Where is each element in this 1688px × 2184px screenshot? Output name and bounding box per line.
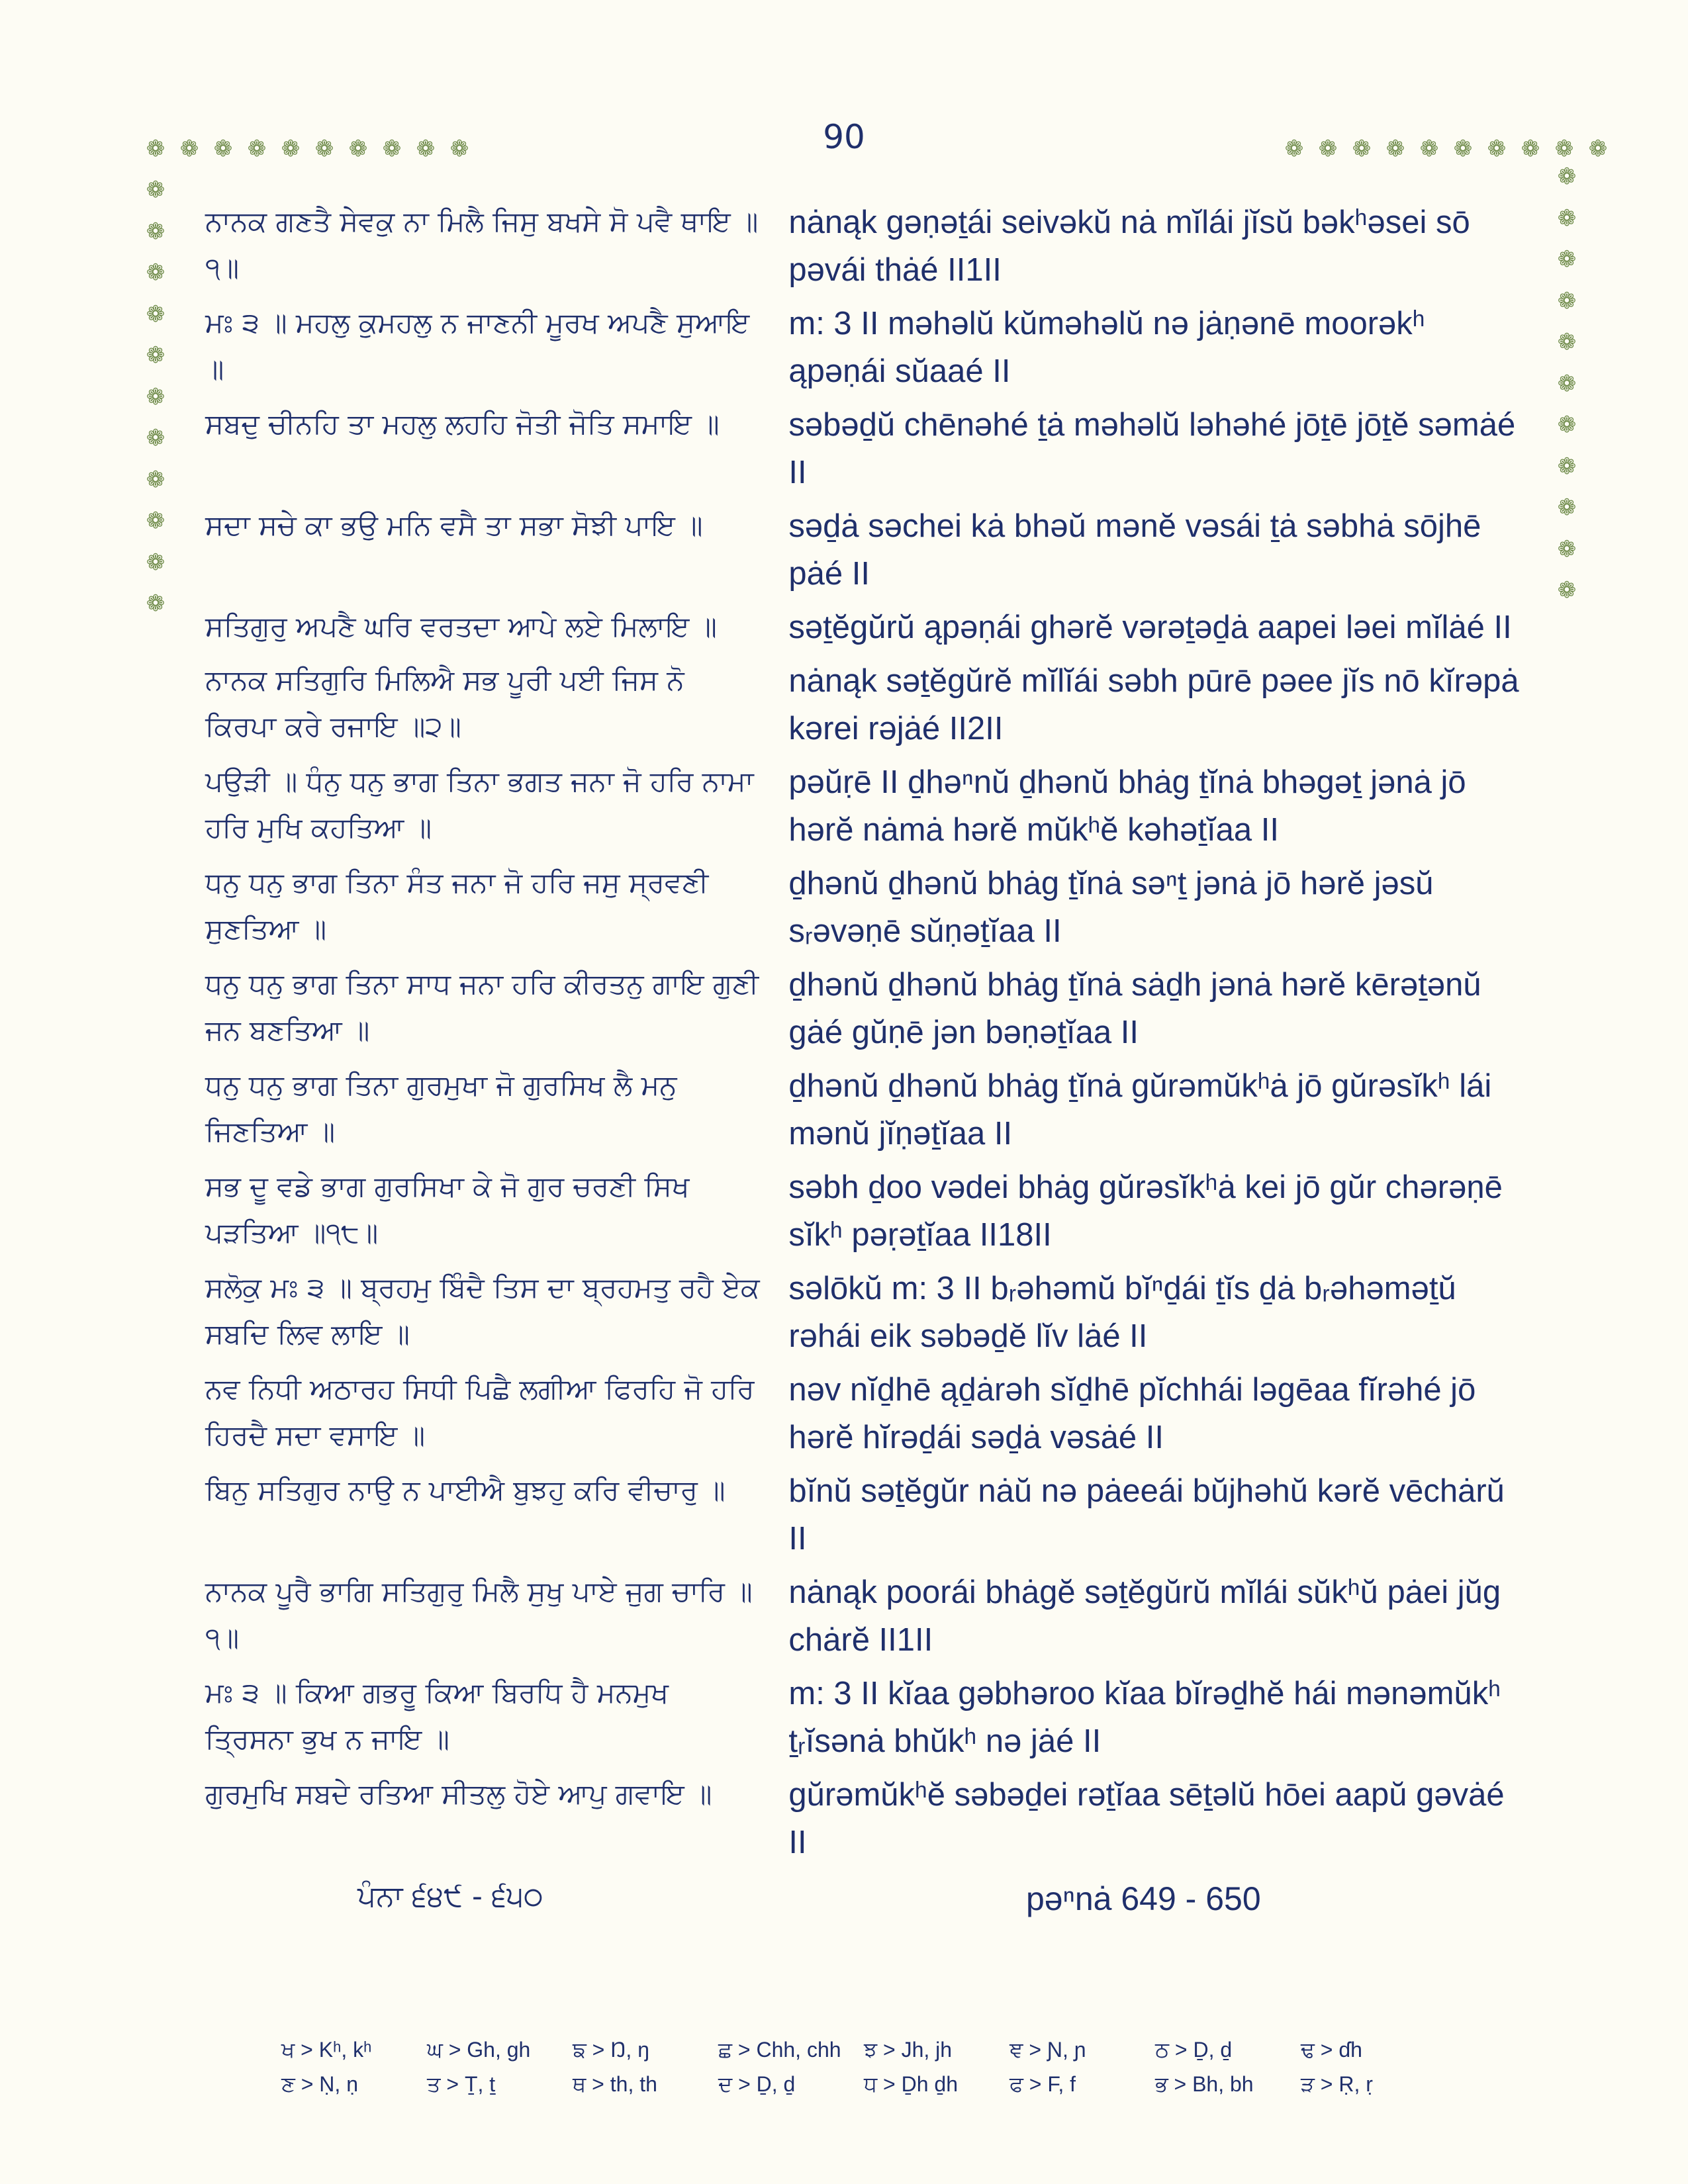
transliteration-text: səbəḏŭ chēnəhé ṯȧ məhəlŭ ləhəhé jōṯē jōṯĕ səmȧé II bbox=[788, 407, 1516, 490]
legend-item: ਦ > Ḏ, ḏ bbox=[718, 2072, 796, 2096]
flower-ornament-icon: ❁ bbox=[1557, 577, 1577, 604]
flower-ornament-icon: ❁ bbox=[1487, 136, 1507, 162]
legend-item: ਝ > Jh, jh bbox=[864, 2038, 953, 2062]
gurmukhi-text: ਨਵ ਨਿਧੀ ਅਠਾਰਹ ਸਿਧੀ ਪਿਛੈ ਲਗੀਆ ਫਿਰਹਿ ਜੋ ਹਰਿ ਹਿਰਦੈ ਸਦਾ ਵਸਾਇ ॥ bbox=[205, 1373, 755, 1451]
verse-row bbox=[205, 961, 1523, 1056]
flower-ornament-icon: ❁ bbox=[1557, 329, 1577, 355]
flower-ornament-icon: ❁ bbox=[146, 342, 165, 369]
transliteration-text: nȧnąk poorái bhȧgĕ səṯĕgŭrŭ mĭlái sŭkʰŭ pȧei jŭg chȧrĕ II1II bbox=[788, 1574, 1501, 1658]
gurmukhi-text: ਸਲੋਕੁ ਮਃ ੩ ॥ ਬ੍ਰਹਮੁ ਬਿੰਦੈ ਤਿਸ ਦਾ ਬ੍ਰਹਮਤੁ ਰਹੈ ਏਕ ਸਬਦਿ ਲਿਵ ਲਾਇ ॥ bbox=[205, 1271, 760, 1350]
gurmukhi-text: ਨਾਨਕ ਗਣਤੈ ਸੇਵਕੁ ਨਾ ਮਿਲੈ ਜਿਸੁ ਬਖਸੇ ਸੋ ਪਵੈ ਥਾਇ ॥੧॥ bbox=[205, 205, 759, 284]
transliteration-text: bĭnŭ səṯĕgŭr nȧŭ nə pȧeeái bŭjhəhŭ kərĕ vēchȧrŭ II bbox=[788, 1473, 1505, 1557]
legend-item: ਤ > Ṯ, ṯ bbox=[427, 2072, 496, 2096]
gurmukhi-text: ਨਾਨਕ ਸਤਿਗੁਰਿ ਮਿਲਿਐ ਸਭ ਪੂਰੀ ਪਈ ਜਿਸ ਨੋ ਕਿਰਪਾ ਕਰੇ ਰਜਾਇ ॥੨॥ bbox=[205, 664, 684, 743]
verse-row bbox=[205, 1366, 1523, 1461]
flower-ornament-icon: ❁ bbox=[382, 136, 402, 162]
gurmukhi-text: ਮਃ ੩ ॥ ਮਹਲੁ ਕੁਮਹਲੁ ਨ ਜਾਣਨੀ ਮੂਰਖ ਅਪਣੈ ਸੁਆਇ ॥ bbox=[205, 306, 750, 385]
legend-item: ਞ > Ɲ, ɲ bbox=[1009, 2038, 1086, 2062]
gurmukhi-text: ਸਭ ਦੂ ਵਡੇ ਭਾਗ ਗੁਰਸਿਖਾ ਕੇ ਜੋ ਗੁਰ ਚਰਣੀ ਸਿਖ ਪੜਤਿਆ ॥੧੮॥ bbox=[205, 1170, 690, 1249]
legend-item: ਥ > th, th bbox=[573, 2072, 657, 2096]
flower-ornament-icon: ❁ bbox=[1557, 535, 1577, 563]
verse-row bbox=[205, 758, 1523, 854]
flower-ornament-icon: ❁ bbox=[449, 136, 469, 162]
flower-ornament-icon: ❁ bbox=[146, 259, 165, 286]
flower-ornament-icon: ❁ bbox=[1318, 136, 1338, 162]
page-ref-translit: pəⁿnȧ 649 - 650 bbox=[1026, 1880, 1261, 1917]
flower-ornament-icon: ❁ bbox=[213, 136, 233, 162]
verse-row bbox=[205, 1569, 1523, 1664]
flower-border-right bbox=[1556, 165, 1578, 602]
flower-ornament-icon: ❁ bbox=[1453, 136, 1473, 162]
legend-item: ਛ > Chh, chh bbox=[718, 2038, 841, 2062]
legend-item: ੜ > Ṛ, ṛ bbox=[1301, 2072, 1373, 2096]
legend-item: ਧ > Ḏh ḏh bbox=[864, 2072, 959, 2096]
flower-ornament-icon: ❁ bbox=[348, 136, 368, 162]
transliteration-text: nȧnąk səṯĕgŭrĕ mĭlĭái səbh pūrē pəee jĭs nō kĭrəpȧ kərei rəjȧé II2II bbox=[788, 663, 1519, 747]
transliteration-text: nəv nĭḏhē ąḏȧrəh sĭḏhē pĭchhái ləgēaa fĭrəhé jō hərĕ hĭrəḏái səḏȧ vəsȧé II bbox=[788, 1372, 1476, 1455]
flower-ornament-icon: ❁ bbox=[1557, 370, 1577, 397]
transliteration-text: səṯĕgŭrŭ ąpəṇái ghərĕ vərəṯəḏȧ aapei ləei mĭlȧé II bbox=[788, 610, 1512, 645]
flower-ornament-icon: ❁ bbox=[1557, 163, 1577, 190]
flower-ornament-icon: ❁ bbox=[146, 425, 165, 451]
gurmukhi-text: ਮਃ ੩ ॥ ਕਿਆ ਗਭਰੂ ਕਿਆ ਬਿਰਧਿ ਹੈ ਮਨਮੁਖ ਤ੍ਰਿਸਨਾ ਭੁਖ ਨ ਜਾਇ ॥ bbox=[205, 1676, 669, 1755]
flower-ornament-icon: ❁ bbox=[179, 136, 199, 162]
flower-ornament-icon: ❁ bbox=[281, 136, 301, 162]
gurmukhi-text: ਗੁਰਮੁਖਿ ਸਬਦੇ ਰਤਿਆ ਸੀਤਲੁ ਹੋਏ ਆਪੁ ਗਵਾਇ ॥ bbox=[205, 1778, 712, 1810]
verse-row bbox=[205, 860, 1523, 955]
flower-ornament-icon: ❁ bbox=[146, 549, 165, 576]
flower-ornament-icon: ❁ bbox=[1554, 136, 1574, 162]
transliteration-text: səlōkŭ m: 3 II bᵣəhəmŭ bĭⁿḏái ṯĭs ḏȧ bᵣəhəməṯŭ rəhái eik səbəḏĕ lĭv lȧé II bbox=[788, 1271, 1456, 1354]
flower-ornament-icon: ❁ bbox=[1521, 136, 1540, 162]
flower-ornament-icon: ❁ bbox=[1557, 205, 1577, 232]
verse-row bbox=[205, 1265, 1523, 1360]
legend-item: ਠ > Ḏ, ḏ bbox=[1155, 2038, 1233, 2062]
verse-row bbox=[205, 1467, 1523, 1563]
transliteration-text: m: 3 II məhəlŭ kŭməhəlŭ nə jȧṇənē moorəkʰ ąpəṇái sŭaaé II bbox=[788, 306, 1425, 389]
legend-item: ਙ > Ŋ, ŋ bbox=[573, 2038, 649, 2062]
legend-item: ਢ > ɗh bbox=[1301, 2038, 1362, 2062]
flower-border-left bbox=[144, 179, 167, 615]
page-number: 90 bbox=[823, 118, 865, 156]
flower-ornament-icon: ❁ bbox=[146, 218, 165, 245]
legend-item: ਭ > Bh, bh bbox=[1155, 2072, 1254, 2096]
gurmukhi-text: ਸਤਿਗੁਰੁ ਅਪਣੈ ਘਰਿ ਵਰਤਦਾ ਆਪੇ ਲਏ ਮਿਲਾਇ ॥ bbox=[205, 610, 717, 643]
transliteration-text: ḏhənŭ ḏhənŭ bhȧg ṯĭnȧ gŭrəmŭkʰȧ jō gŭrəsĭkʰ lái mənŭ jĭṇəṯĭaa II bbox=[788, 1068, 1492, 1152]
gurmukhi-text: ਸਦਾ ਸਚੇ ਕਾ ਭਉ ਮਨਿ ਵਸੈ ਤਾ ਸਭਾ ਸੋਝੀ ਪਾਇ ॥ bbox=[205, 509, 703, 541]
flower-ornament-icon: ❁ bbox=[1557, 494, 1577, 521]
flower-ornament-icon: ❁ bbox=[146, 590, 165, 617]
transliteration-legend bbox=[281, 2033, 1446, 2102]
flower-ornament-icon: ❁ bbox=[146, 383, 165, 410]
verse-row bbox=[205, 401, 1523, 496]
legend-item: ਣ > Ṇ, ṇ bbox=[281, 2072, 358, 2096]
flower-ornament-icon: ❁ bbox=[416, 136, 436, 162]
flower-ornament-icon: ❁ bbox=[146, 177, 165, 203]
flower-ornament-icon: ❁ bbox=[1352, 136, 1372, 162]
verse-row bbox=[205, 1771, 1523, 1866]
transliteration-text: səbh ḏoo vədei bhȧg gŭrəsĭkʰȧ kei jō gŭr chərəṇē sĭkʰ pəṛəṯĭaa II18II bbox=[788, 1169, 1503, 1253]
flower-ornament-icon: ❁ bbox=[247, 136, 267, 162]
flower-ornament-icon: ❁ bbox=[1385, 136, 1405, 162]
flower-ornament-icon: ❁ bbox=[146, 300, 165, 328]
verse-row bbox=[205, 502, 1523, 598]
flower-border-top-left bbox=[144, 138, 471, 160]
transliteration-text: nȧnąk gəṇəṯái seivəkŭ nȧ mĭlái jĭsŭ bəkʰəsei sō pəvái thȧé II1II bbox=[788, 205, 1470, 288]
gurmukhi-text: ਸਬਦੁ ਚੀਨਹਿ ਤਾ ਮਹਲੁ ਲਹਹਿ ਜੋਤੀ ਜੋਤਿ ਸਮਾਇ ॥ bbox=[205, 408, 720, 440]
transliteration-text: m: 3 II kĭaa gəbhəroo kĭaa bĭrəḏhĕ hái mənəmŭkʰ ṯᵣĭsənȧ bhŭkʰ nə jȧé II bbox=[788, 1676, 1501, 1759]
flower-ornament-icon: ❁ bbox=[1588, 136, 1608, 162]
flower-ornament-icon: ❁ bbox=[1557, 287, 1577, 314]
verse-row bbox=[205, 1670, 1523, 1765]
flower-ornament-icon: ❁ bbox=[1284, 136, 1304, 162]
legend-row bbox=[281, 2068, 1446, 2102]
gurmukhi-text: ਨਾਨਕ ਪੂਰੈ ਭਾਗਿ ਸਤਿਗੁਰੁ ਮਿਲੈ ਸੁਖੁ ਪਾਏ ਜੁਗ ਚਾਰਿ ॥੧॥ bbox=[205, 1575, 753, 1654]
transliteration-text: gŭrəmŭkʰĕ səbəḏei rəṯĭaa sēṯəlŭ hōei aapŭ gəvȧé II bbox=[788, 1777, 1505, 1860]
transliteration-text: ḏhənŭ ḏhənŭ bhȧg ṯĭnȧ sȧḏh jənȧ hərĕ kērəṯənŭ gȧé gŭṇē jən bəṇəṯĭaa II bbox=[788, 967, 1481, 1050]
flower-ornament-icon: ❁ bbox=[146, 508, 165, 534]
legend-item: ਫ > F, f bbox=[1009, 2072, 1076, 2096]
gurmukhi-text: ਬਿਨੁ ਸਤਿਗੁਰ ਨਾਉ ਨ ਪਾਈਐ ਬੁਝਹੁ ਕਰਿ ਵੀਚਾਰੁ ॥ bbox=[205, 1474, 726, 1506]
transliteration-text: ḏhənŭ ḏhənŭ bhȧg ṯĭnȧ səⁿṯ jənȧ jō hərĕ jəsŭ sᵣəvəṇē sŭṇəṯĭaa II bbox=[788, 866, 1434, 949]
legend-row bbox=[281, 2033, 1446, 2068]
gurmukhi-text: ਧਨੁ ਧਨੁ ਭਾਗ ਤਿਨਾ ਗੁਰਮੁਖਾ ਜੋ ਗੁਰਸਿਖ ਲੈ ਮਨੁ ਜਿਣਤਿਆ ॥ bbox=[205, 1069, 677, 1148]
verse-row bbox=[205, 657, 1523, 752]
verse-row bbox=[205, 199, 1523, 294]
flower-ornament-icon: ❁ bbox=[1557, 412, 1577, 438]
flower-ornament-icon: ❁ bbox=[1419, 136, 1439, 162]
legend-item: ਖ > Kʰ, kʰ bbox=[281, 2038, 372, 2062]
legend-item: ਘ > Gh, gh bbox=[427, 2038, 531, 2062]
flower-ornament-icon: ❁ bbox=[1557, 246, 1577, 273]
transliteration-text: pəŭṛē II ḏhəⁿnŭ ḏhənŭ bhȧg ṯĭnȧ bhəgəṯ jənȧ jō hərĕ nȧmȧ hərĕ mŭkʰĕ kəhəṯĭaa II bbox=[788, 764, 1466, 848]
gurmukhi-text: ਧਨੁ ਧਨੁ ਭਾਗ ਤਿਨਾ ਸੰਤ ਜਨਾ ਜੋ ਹਰਿ ਜਸੁ ਸ੍ਰਵਣੀ ਸੁਣਤਿਆ ॥ bbox=[205, 866, 709, 945]
verse-row bbox=[205, 604, 1523, 651]
flower-ornament-icon: ❁ bbox=[146, 136, 165, 162]
flower-ornament-icon: ❁ bbox=[146, 466, 165, 493]
flower-border-top-right bbox=[1283, 138, 1609, 160]
verses bbox=[205, 199, 1523, 1872]
transliteration-text: səḏȧ səchei kȧ bhəŭ mənĕ vəsái ṯȧ səbhȧ sōjhē pȧé II bbox=[788, 508, 1481, 592]
flower-ornament-icon: ❁ bbox=[314, 136, 334, 162]
gurmukhi-text: ਧਨੁ ਧਨੁ ਭਾਗ ਤਿਨਾ ਸਾਧ ਜਨਾ ਹਰਿ ਕੀਰਤਨੁ ਗਾਇ ਗੁਣੀ ਜਨ ਬਣਤਿਆ ॥ bbox=[205, 968, 759, 1046]
verse-row bbox=[205, 1163, 1523, 1259]
flower-ornament-icon: ❁ bbox=[1557, 453, 1577, 480]
page-ref-gurmukhi: ਪੰਨਾ ੬੪੯ - ੬੫੦ bbox=[357, 1880, 543, 1913]
verse-row bbox=[205, 1062, 1523, 1158]
verse-row bbox=[205, 300, 1523, 395]
gurmukhi-text: ਪਉੜੀ ॥ ਧੰਨੁ ਧਨੁ ਭਾਗ ਤਿਨਾ ਭਗਤ ਜਨਾ ਜੋ ਹਰਿ ਨਾਮਾ ਹਰਿ ਮੁਖਿ ਕਹਤਿਆ ॥ bbox=[205, 765, 754, 844]
